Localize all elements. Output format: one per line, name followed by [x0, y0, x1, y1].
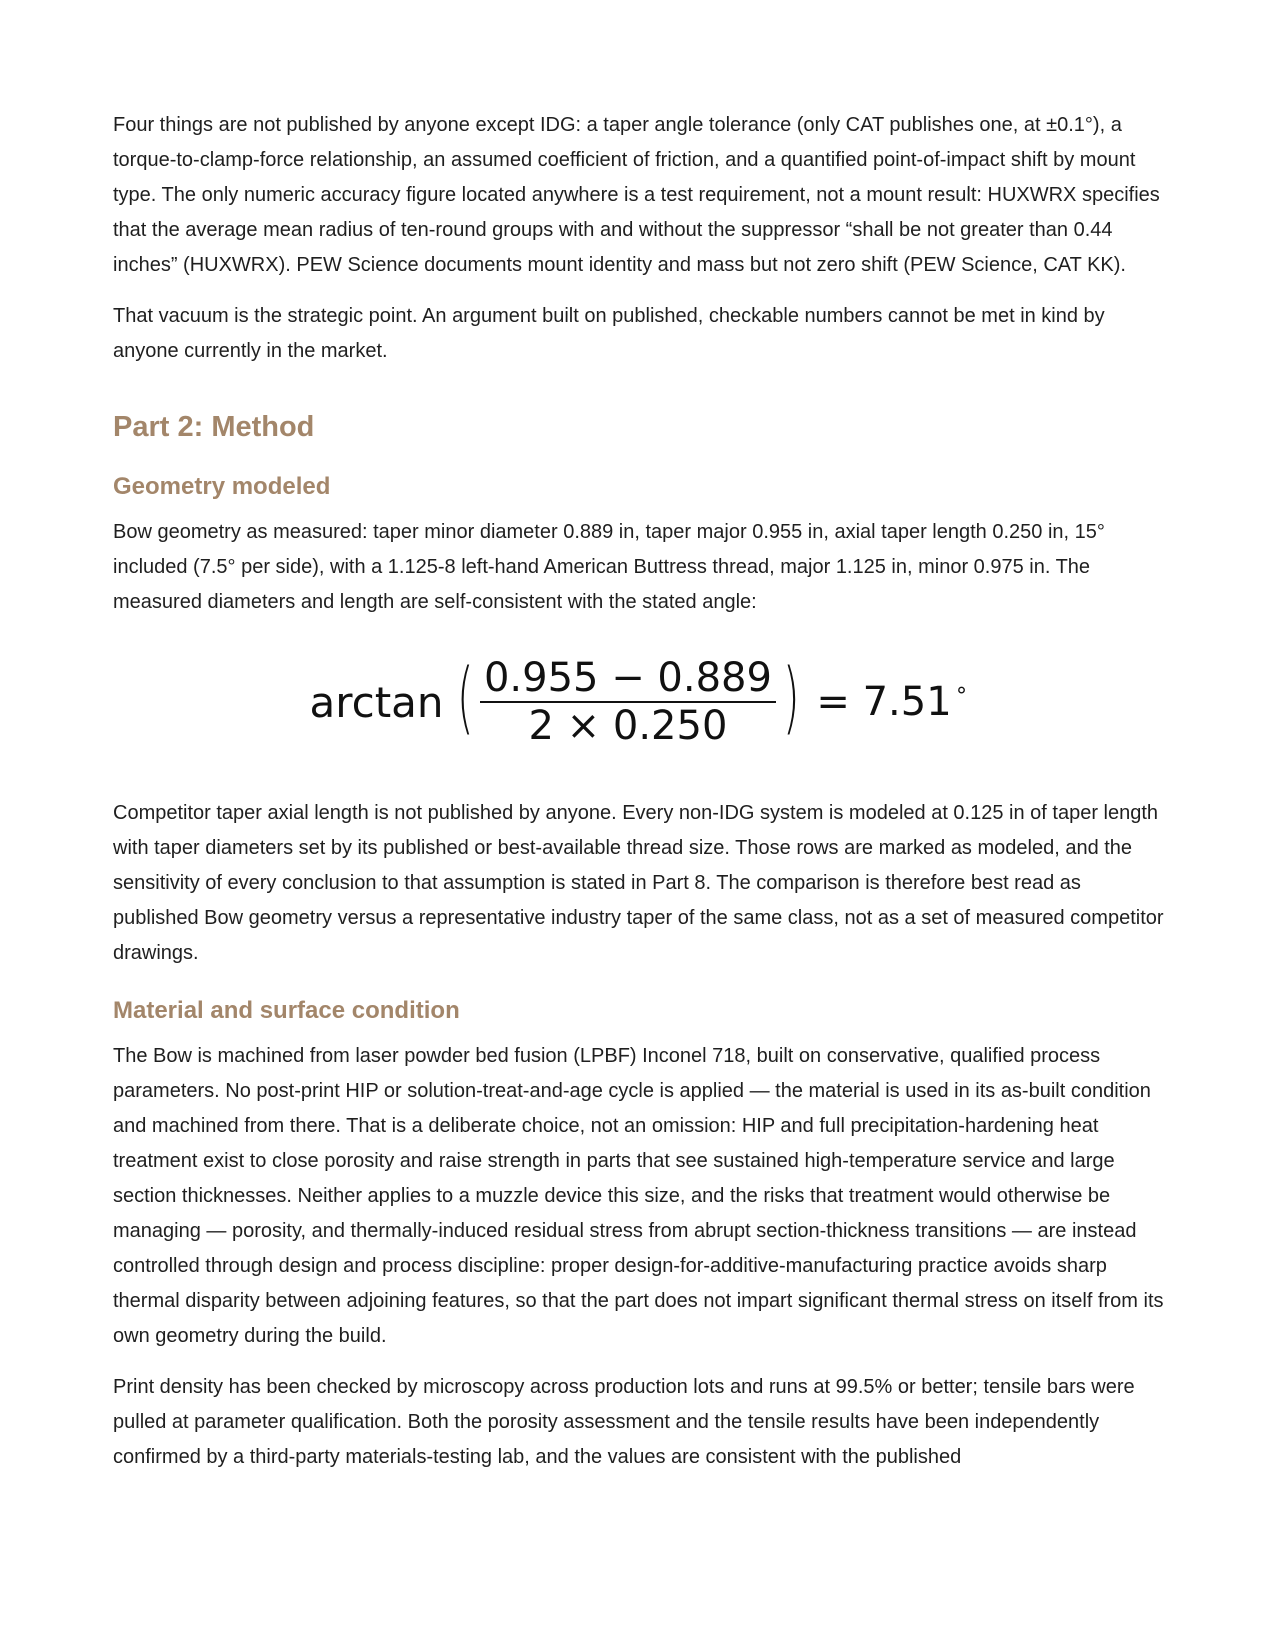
- taper-angle-equation: [113, 642, 1165, 762]
- equation-fraction: [480, 657, 776, 747]
- intro-paragraph-vacuum: That vacuum is the strategic point. An argument built on published, checkable numbers cannot be met in kind by anyone currently in the market.: [113, 305, 1105, 362]
- intro-paragraph-unpublished-items: Four things are not published by anyone except IDG: a taper angle tolerance (only CAT publishes one, at ±0.1°), a torque-to-clamp-force relationship, an assumed coefficient of friction, and a quantified point-of-impact shift by mount type. The only numeric accuracy figure located anywhere is a test requirement, not a mount result: HUXWRX specifies that the average mean radius of ten-round groups with and without the suppressor “shall be not greater than 0.44 inches” (HUXWRX). PEW Science documents mount identity and mass but not zero shift (PEW Science, CAT KK).: [113, 114, 1160, 276]
- geometry-paragraph: Bow geometry as measured: taper minor diameter 0.889 in, taper major 0.955 in, axial taper length 0.250 in, 15° included (7.5° per side), with a 1.125-8 left-hand American Buttress thread, major 1.125 in, minor 0.975 in. The measured diameters and length are self-consistent with the stated angle:: [113, 521, 1105, 613]
- material-paragraph: The Bow is machined from laser powder bed fusion (LPBF) Inconel 718, built on conservative, qualified process parameters. No post-print HIP or solution-treat-and-age cycle is applied — the material is used in its as-built condition and machined from there. That is a deliberate choice, not an omission: HIP and full precipitation-hardening heat treatment exist to close porosity and raise strength in parts that see sustained high-temperature service and large section thicknesses. Neither applies to a muzzle device this size, and the risks that treatment would otherwise be managing — porosity, and thermally-induced residual stress from abrupt section-thickness transitions — are instead controlled through design and process discipline: proper design-for-additive-manufacturing practice avoids sharp thermal disparity between adjoining features, so that the part does not impart significant thermal stress on itself from its own geometry during the build.: [113, 1045, 1164, 1347]
- equation-left-paren: (: [456, 653, 474, 743]
- document-page: [113, 108, 1165, 1491]
- equation-numerator: 0.955 − 0.889: [480, 657, 776, 703]
- material-heading: Material and surface condition: [113, 997, 460, 1024]
- geometry-heading: Geometry modeled: [113, 473, 331, 500]
- equation-result: = 7.51: [816, 679, 952, 725]
- part-heading: Part 2: Method: [113, 411, 315, 443]
- equation-right-paren: ): [782, 653, 800, 743]
- equation-function: arctan: [309, 677, 444, 727]
- competitor-modeling-paragraph: Competitor taper axial length is not published by anyone. Every non-IDG system is modeled at 0.125 in of taper length with taper diameters set by its published or best-available thread size. Those rows are marked as modeled, and the sensitivity of every conclusion to that assumption is stated in Part 8. The comparison is therefore best read as published Bow geometry versus a representative industry taper of the same class, not as a set of measured competitor drawings.: [113, 802, 1164, 964]
- equation-denominator: 2 × 0.250: [528, 703, 728, 749]
- equation-degree-unit: ∘: [954, 677, 969, 703]
- print-density-paragraph: Print density has been checked by microscopy across production lots and runs at 99.5% or better; tensile bars were pulled at parameter qualification. Both the porosity assessment and the tensile results have been independently confirmed by a third-party materials-testing lab, and the values are consistent with the published: [113, 1376, 1135, 1468]
